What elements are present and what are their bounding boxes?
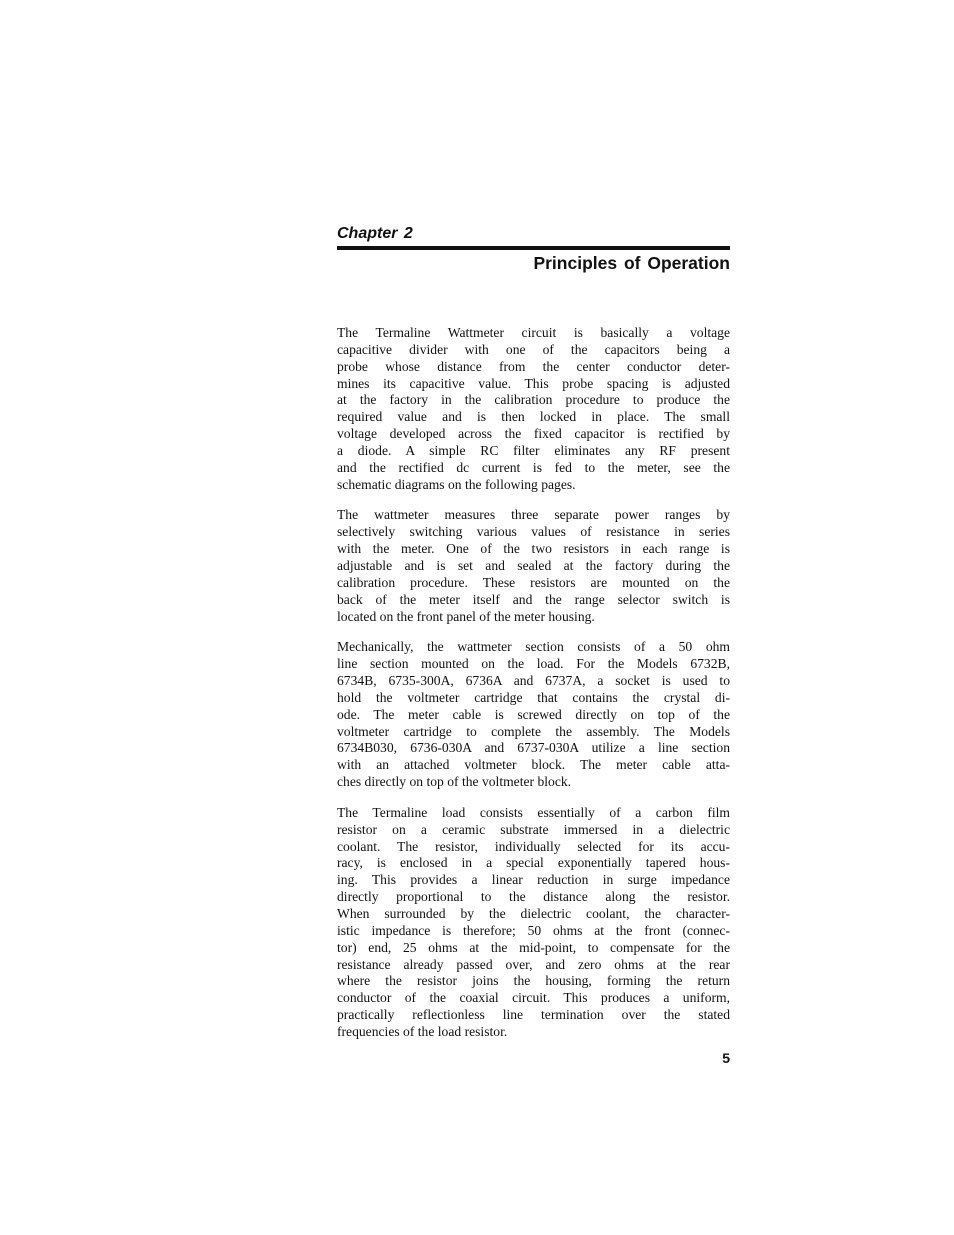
text-line: racy, is enclosed in a special exponentially tapered hous- <box>337 855 730 871</box>
body-text <box>337 325 730 1041</box>
text-line: required value and is then locked in place. The small <box>337 409 730 425</box>
text-line: resistance already passed over, and zero ohms at the rear <box>337 956 730 972</box>
page-content <box>337 224 730 1055</box>
page-number: 5 <box>722 1050 730 1066</box>
paragraph-2 <box>337 507 730 625</box>
text-line: When surrounded by the dielectric coolant, the character- <box>337 906 730 921</box>
text-line: ode. The meter cable is screwed directly on top of the <box>337 706 730 722</box>
paragraph-4 <box>337 805 730 1041</box>
text-line: resistor on a ceramic substrate immersed in a dielectric <box>337 821 730 837</box>
text-line: with the meter. One of the two resistors in each range is <box>337 541 730 557</box>
text-line: with an attached voltmeter block. The meter cable atta- <box>337 757 730 773</box>
text-line: a diode. A simple RC filter eliminates any RF present <box>337 442 730 458</box>
text-line: directly proportional to the distance along the resistor. <box>337 889 730 905</box>
text-line: back of the meter itself and the range selector switch is <box>337 591 730 607</box>
text-line: mines its capacitive value. This probe spacing is adjusted <box>337 375 730 391</box>
text-line: voltage developed across the fixed capacitor is rectified by <box>337 426 730 442</box>
text-line: line section mounted on the load. For the Models 6732B, <box>337 656 730 672</box>
text-line: schematic diagrams on the following pages. <box>337 476 576 492</box>
text-line: ches directly on top of the voltmeter block. <box>337 774 572 790</box>
text-line: located on the front panel of the meter housing. <box>337 608 595 624</box>
text-line: Mechanically, the wattmeter section consists of a 50 ohm <box>337 639 730 655</box>
text-line: probe whose distance from the center conductor deter- <box>337 358 730 374</box>
chapter-title: Principles of Operation <box>533 253 730 273</box>
text-line: The Termaline Wattmeter circuit is basically a voltage <box>337 325 730 340</box>
text-line: The wattmeter measures three separate power ranges by <box>337 507 730 523</box>
chapter-label: Chapter 2 <box>337 225 413 242</box>
text-line: calibration procedure. These resistors are mounted on the <box>337 574 730 590</box>
text-line: coolant. The resistor, individually selected for its accu- <box>337 838 730 854</box>
text-line: 6734B030, 6736-030A and 6737-030A utilize a line section <box>337 740 730 756</box>
chapter-rule <box>337 246 730 250</box>
text-line: and the rectified dc current is fed to the meter, see the <box>337 459 730 475</box>
text-line: The Termaline load consists essentially of a carbon film <box>337 804 730 820</box>
text-line: tor) end, 25 ohms at the mid-point, to compensate for the <box>337 939 730 955</box>
text-line: ing. This provides a linear reduction in surge impedance <box>337 872 730 888</box>
paragraph-3 <box>337 639 730 791</box>
text-line: conductor of the coaxial circuit. This produces a uniform, <box>337 990 730 1006</box>
text-line: frequencies of the load resistor. <box>337 1023 508 1039</box>
text-line: capacitive divider with one of the capacitors being a <box>337 341 730 357</box>
text-line: adjustable and is set and sealed at the factory during the <box>337 557 730 573</box>
text-line: where the resistor joins the housing, forming the return <box>337 973 730 989</box>
text-line: hold the voltmeter cartridge that contains the crystal di- <box>337 689 730 705</box>
text-line: at the factory in the calibration procedure to produce the <box>337 392 730 408</box>
text-line: voltmeter cartridge to complete the assembly. The Models <box>337 723 730 739</box>
text-line: practically reflectionless line termination over the stated <box>337 1007 730 1023</box>
text-line: 6734B, 6735-300A, 6736A and 6737A, a socket is used to <box>337 673 730 689</box>
text-line: selectively switching various values of resistance in series <box>337 524 730 540</box>
text-line: istic impedance is therefore; 50 ohms at the front (connec- <box>337 922 730 938</box>
paragraph-1 <box>337 325 730 493</box>
